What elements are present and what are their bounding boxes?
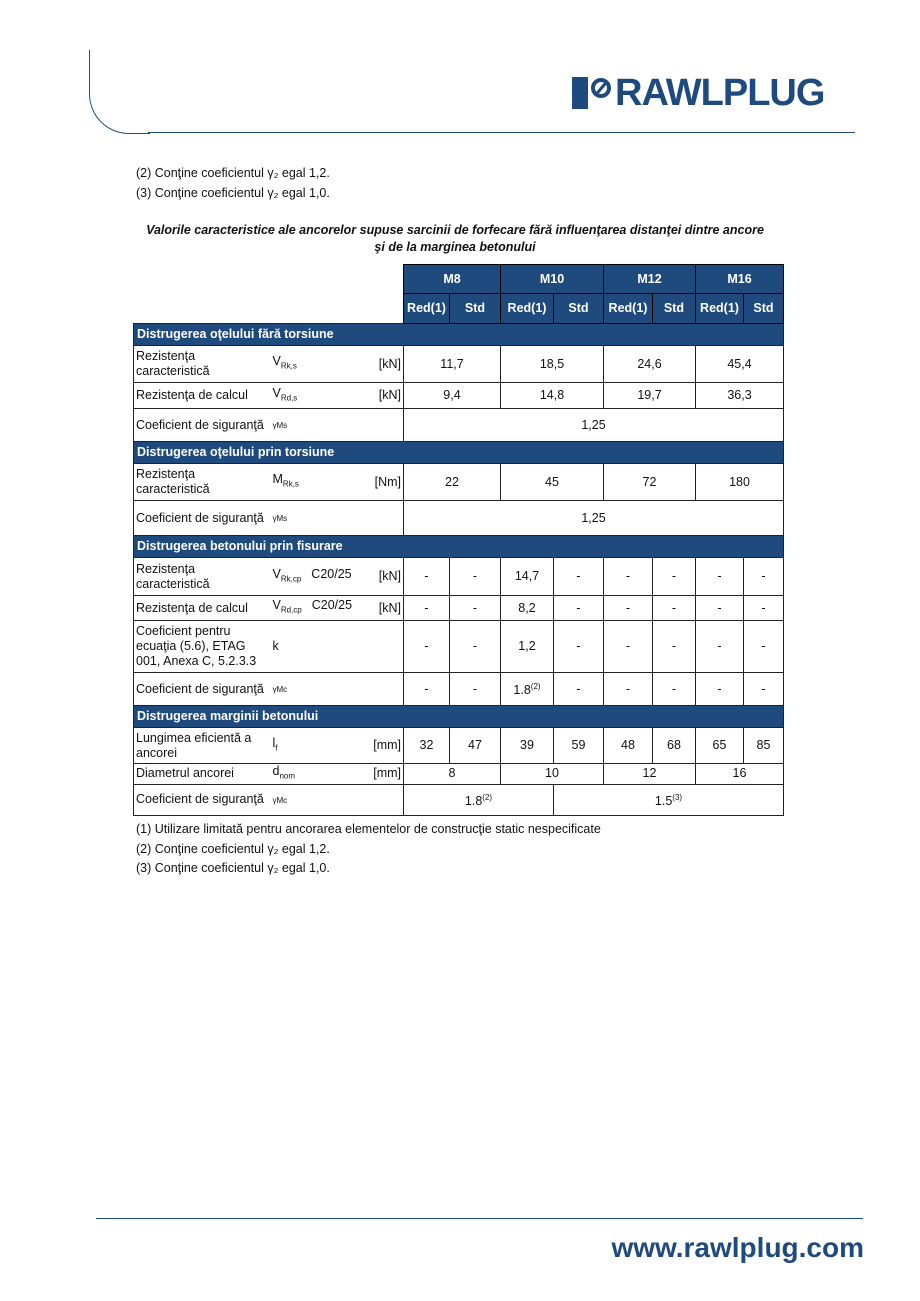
concrete-class: C20/25 <box>311 598 353 613</box>
value-text: 12 <box>642 766 657 781</box>
value-text: 45,4 <box>727 356 752 371</box>
row-symbol <box>271 621 366 673</box>
symbol-subscript: Rk,s <box>282 479 299 489</box>
section-row <box>134 536 784 558</box>
value-text: - <box>671 569 677 583</box>
symbol-subscript: Rd,s <box>280 393 298 403</box>
value-cell <box>653 673 696 706</box>
value-text: 14,8 <box>539 388 565 402</box>
size-header-m8: M8 <box>404 265 501 294</box>
value-cell <box>501 673 554 706</box>
value-text: 11,7 <box>440 356 464 371</box>
symbol-subscript: f <box>275 743 278 753</box>
value-cell <box>604 558 653 596</box>
symbol-subscript: Rk,cp <box>280 574 302 584</box>
value-cell <box>604 728 653 764</box>
value-text: 85 <box>756 738 771 752</box>
value-cell <box>696 764 784 785</box>
value-text: 47 <box>468 738 482 752</box>
value-cell <box>554 728 604 764</box>
value-cell <box>554 784 784 815</box>
value-text: - <box>671 681 677 696</box>
value-cell <box>404 673 450 706</box>
value-cell <box>604 596 653 621</box>
section-row <box>134 324 784 346</box>
symbol-subscript: Rd,cp <box>280 605 302 615</box>
value-text: 1,25 <box>581 417 606 432</box>
value-text: 9,4 <box>443 388 461 402</box>
row-unit: [Nm] <box>366 464 404 501</box>
value-text: 1,25 <box>581 510 606 525</box>
value-text: - <box>761 639 766 653</box>
row-label: Rezistenţa caracteristică <box>134 558 271 596</box>
value-cell <box>404 596 450 621</box>
row-unit: [mm] <box>366 764 404 785</box>
value-text: - <box>625 600 631 615</box>
value-text: 39 <box>520 738 534 752</box>
value-cell <box>404 728 450 764</box>
section-header: Distrugerea marginii betonului <box>134 706 784 728</box>
value-cell <box>450 621 501 673</box>
value-cell <box>501 464 604 501</box>
value-text: 180 <box>729 474 750 489</box>
section-row <box>134 442 784 464</box>
value-cell <box>404 501 784 536</box>
footnote-1: (1) Utilizare limitată pentru ancorarea elementelor de construcţie static nespecificate <box>136 822 601 836</box>
value-cell <box>554 621 604 673</box>
value-text: 1.5 <box>654 794 673 809</box>
value-cell <box>501 346 604 383</box>
value-text: - <box>717 639 722 653</box>
value-text: 16 <box>732 766 747 781</box>
value-text: - <box>576 600 581 615</box>
variant-header: Std <box>744 294 784 324</box>
value-text: 68 <box>667 738 681 752</box>
row-unit <box>366 409 404 442</box>
value-text: 48 <box>621 738 635 752</box>
footnote-ref: (3) <box>672 792 683 802</box>
table-row <box>134 621 784 673</box>
variant-header: Red(1) <box>501 294 554 324</box>
value-text: - <box>424 681 429 696</box>
variant-header: Std <box>653 294 696 324</box>
row-label: Rezistenţa caracteristică <box>134 346 271 383</box>
section-row <box>134 706 784 728</box>
table-row <box>134 501 784 536</box>
value-cell <box>404 346 501 383</box>
row-unit <box>366 501 404 536</box>
value-cell <box>653 728 696 764</box>
value-text: - <box>424 600 429 615</box>
row-symbol <box>271 596 366 621</box>
value-cell <box>696 728 744 764</box>
value-cell <box>501 383 604 409</box>
value-text: - <box>671 639 677 653</box>
value-text: - <box>472 569 478 583</box>
value-cell <box>696 464 784 501</box>
row-label: Coeficient de siguranţă <box>134 501 271 536</box>
value-text: - <box>761 600 766 615</box>
value-cell <box>501 621 554 673</box>
value-cell <box>653 621 696 673</box>
value-text: - <box>717 600 722 615</box>
footer-website-link[interactable]: www.rawlplug.com <box>611 1232 864 1263</box>
header-corner-decoration <box>89 50 150 134</box>
symbol-text: γMs <box>272 421 288 430</box>
row-label: Rezistenţa de calcul <box>134 383 271 409</box>
value-text: 8 <box>448 766 456 781</box>
variant-header: Red(1) <box>696 294 744 324</box>
logo-mark-icon <box>572 77 588 109</box>
footer-divider <box>96 1218 863 1219</box>
table-title: Valorile caracteristice ale ancorelor supuse sarcinii de forfecare fără influenţarea distanţei dintre ancore şi de la marginea betonului <box>146 223 764 254</box>
symbol-text: V <box>272 598 281 613</box>
table-row <box>134 596 784 621</box>
value-text: 1,2 <box>518 639 536 653</box>
row-symbol <box>271 764 366 785</box>
value-text: 10 <box>545 766 559 781</box>
value-text: - <box>625 639 631 653</box>
value-text: - <box>761 569 766 583</box>
row-unit <box>366 621 404 673</box>
value-cell <box>554 596 604 621</box>
size-header-m12: M12 <box>604 265 696 294</box>
top-note-3: (3) Conţine coeficientul γ₂ egal 1,0. <box>136 186 330 200</box>
table-row <box>134 673 784 706</box>
value-cell <box>696 346 784 383</box>
row-symbol <box>271 673 366 706</box>
value-text: - <box>717 569 722 583</box>
value-cell <box>653 596 696 621</box>
value-text: 45 <box>545 474 559 489</box>
table-row <box>134 728 784 764</box>
size-header-m10: M10 <box>501 265 604 294</box>
symbol-text: V <box>272 385 281 400</box>
footnote-2: (2) Conţine coeficientul γ₂ egal 1,2. <box>136 842 330 856</box>
row-symbol <box>271 383 366 409</box>
value-cell <box>696 383 784 409</box>
table-row <box>134 464 784 501</box>
value-cell <box>554 558 604 596</box>
row-label: Coeficient de siguranţă <box>134 673 271 706</box>
value-text: 1.8 <box>513 683 531 698</box>
row-symbol <box>271 501 366 536</box>
concrete-class: C20/25 <box>311 566 352 581</box>
row-unit <box>366 784 404 815</box>
value-cell <box>744 621 784 673</box>
value-cell <box>404 409 784 442</box>
value-cell <box>404 383 501 409</box>
value-text: 14,7 <box>514 569 540 583</box>
table-row <box>134 558 784 596</box>
value-cell <box>604 621 653 673</box>
row-label: Lungimea eficientă a ancorei <box>134 728 271 764</box>
row-label: Coeficient de siguranţă <box>134 409 271 442</box>
header-divider <box>148 132 855 133</box>
value-cell <box>404 764 501 785</box>
value-text: 65 <box>712 738 727 752</box>
row-label: Diametrul ancorei <box>134 764 271 785</box>
shear-load-table <box>133 264 784 816</box>
value-cell <box>604 346 696 383</box>
value-cell <box>554 673 604 706</box>
footnote-ref: (2) <box>530 682 541 692</box>
value-text: - <box>424 569 429 583</box>
symbol-text: γMc <box>272 685 288 694</box>
rawlplug-logo <box>572 72 825 114</box>
header-row-sizes <box>134 265 784 294</box>
value-cell <box>404 784 554 815</box>
value-text: - <box>576 569 581 583</box>
value-cell <box>744 673 784 706</box>
value-cell <box>604 673 653 706</box>
table-row <box>134 346 784 383</box>
symbol-text: V <box>272 566 281 581</box>
row-label: Coeficient pentru ecuaţia (5.6), ETAG 001, Anexa C, 5.2.3.3 <box>134 621 271 673</box>
value-cell <box>696 558 744 596</box>
value-text: 22 <box>445 474 459 489</box>
value-cell <box>604 764 696 785</box>
symbol-subscript: nom <box>279 771 296 781</box>
value-text: 59 <box>571 738 586 752</box>
table-row <box>134 409 784 442</box>
value-text: - <box>717 681 722 696</box>
row-label: Rezistenţa caracteristică <box>134 464 271 501</box>
symbol-text: l <box>272 735 276 750</box>
value-cell <box>604 383 696 409</box>
value-text: 32 <box>419 738 434 752</box>
row-symbol <box>271 784 366 815</box>
value-text: 36,3 <box>727 388 752 402</box>
symbol-text: V <box>272 354 281 369</box>
value-cell <box>744 596 784 621</box>
footnote-ref: (2) <box>482 792 493 802</box>
logo-text: RAWLPLUG <box>615 72 825 114</box>
value-text: - <box>472 639 478 653</box>
value-cell <box>404 464 501 501</box>
row-unit: [kN] <box>366 558 404 596</box>
value-text: - <box>671 600 677 615</box>
variant-header: Std <box>554 294 604 324</box>
row-unit: [kN] <box>366 383 404 409</box>
value-cell <box>450 558 501 596</box>
value-cell <box>744 728 784 764</box>
value-cell <box>501 558 554 596</box>
value-cell <box>653 558 696 596</box>
row-symbol <box>271 409 366 442</box>
symbol-text: d <box>272 764 280 778</box>
symbol-text: M <box>272 472 283 487</box>
symbol-text: γMs <box>272 514 288 523</box>
value-cell <box>696 673 744 706</box>
value-cell <box>604 464 696 501</box>
value-text: 19,7 <box>637 388 662 402</box>
section-header: Distrugerea oţelului prin torsiune <box>134 442 784 464</box>
row-unit: [kN] <box>366 346 404 383</box>
value-cell <box>450 673 501 706</box>
top-note-2: (2) Conţine coeficientul γ₂ egal 1,2. <box>136 166 330 180</box>
variant-header: Red(1) <box>404 294 450 324</box>
value-cell <box>450 596 501 621</box>
value-cell <box>696 621 744 673</box>
variant-header: Red(1) <box>604 294 653 324</box>
value-text: - <box>625 569 631 583</box>
value-cell <box>696 596 744 621</box>
value-cell <box>404 558 450 596</box>
size-header-m16: M16 <box>696 265 784 294</box>
value-cell <box>501 728 554 764</box>
row-symbol <box>271 464 366 501</box>
value-text: 24,6 <box>637 356 662 371</box>
value-cell <box>501 596 554 621</box>
value-cell <box>404 621 450 673</box>
value-text: 18,5 <box>539 356 565 371</box>
value-text: - <box>472 681 478 696</box>
value-text: 1.8 <box>464 794 483 809</box>
table-row <box>134 383 784 409</box>
value-cell <box>744 558 784 596</box>
symbol-text: γMc <box>272 795 288 805</box>
value-text: - <box>424 639 429 653</box>
value-text: - <box>625 681 631 696</box>
logo-circle-icon <box>591 78 611 98</box>
row-unit: [kN] <box>366 596 404 621</box>
value-cell <box>501 764 604 785</box>
value-text: - <box>472 600 478 615</box>
footnote-3: (3) Conţine coeficientul γ₂ egal 1,0. <box>136 861 330 875</box>
value-text: - <box>576 639 581 653</box>
value-text: - <box>576 681 581 696</box>
table-row <box>134 764 784 785</box>
symbol-text: k <box>272 639 279 653</box>
row-symbol <box>271 728 366 764</box>
value-text: 72 <box>642 474 657 489</box>
symbol-subscript: Rk,s <box>280 361 297 371</box>
row-symbol <box>271 346 366 383</box>
value-text: 8,2 <box>518 600 536 615</box>
section-header: Distrugerea oţelului fără torsiune <box>134 324 784 346</box>
row-symbol <box>271 558 366 596</box>
row-unit: [mm] <box>366 728 404 764</box>
section-header: Distrugerea betonului prin fisurare <box>134 536 784 558</box>
table-row <box>134 784 784 815</box>
row-label: Rezistenţa de calcul <box>134 596 271 621</box>
header-blank <box>134 265 404 324</box>
variant-header: Std <box>450 294 501 324</box>
row-label: Coeficient de siguranţă <box>134 784 271 815</box>
value-cell <box>450 728 501 764</box>
row-unit <box>366 673 404 706</box>
value-text: - <box>761 681 766 696</box>
